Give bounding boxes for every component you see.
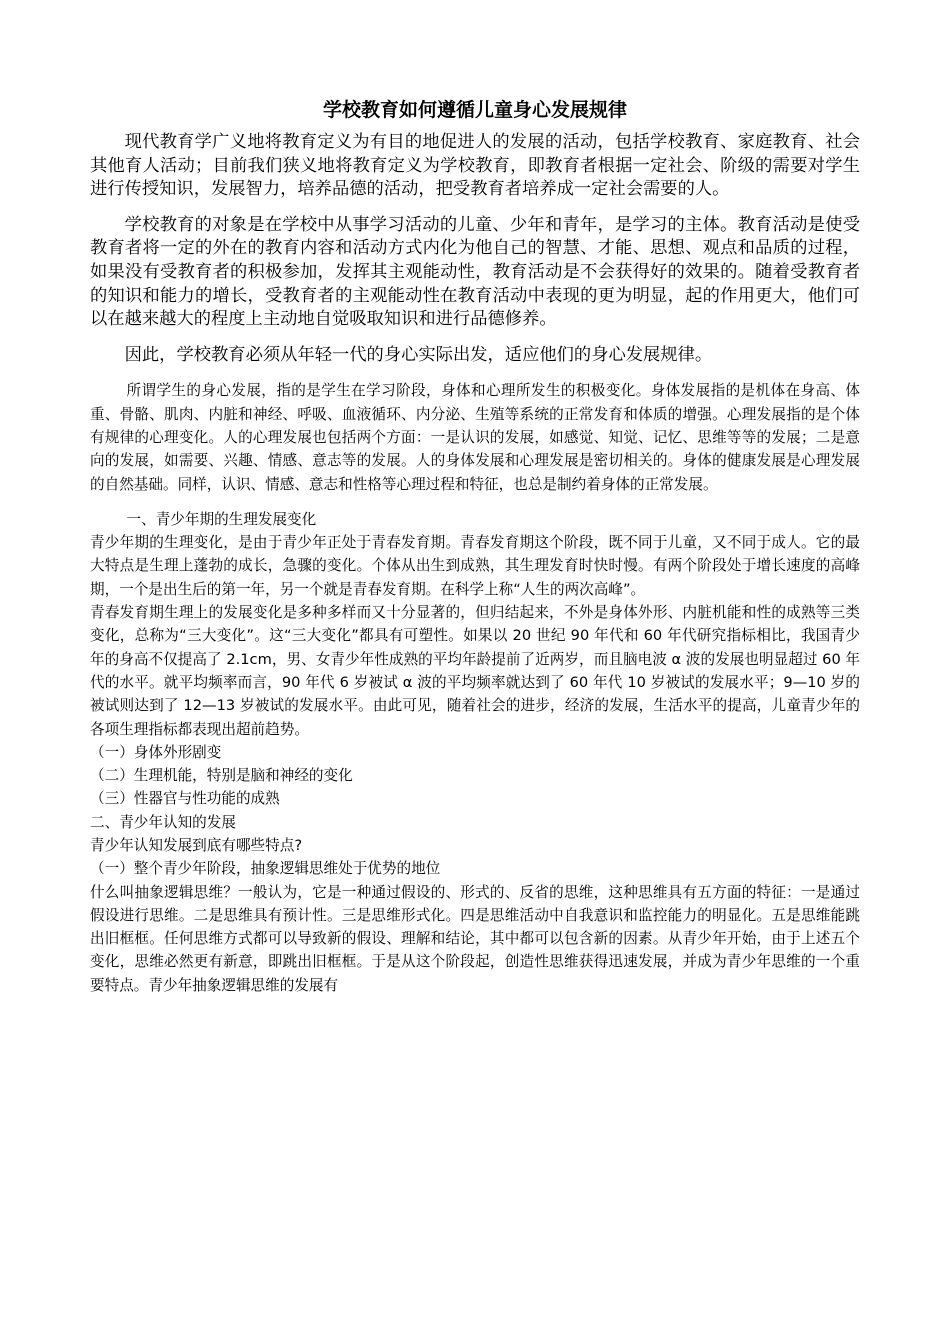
document-page	[90, 95, 860, 997]
subheading-abstract-logic: （一）整个青少年阶段，抽象逻辑思维处于优势的地位	[90, 860, 441, 878]
paragraph-conclusion: 因此，学校教育必须从年轻一代的身心实际出发，适应他们的身心发展规律。	[124, 344, 713, 365]
paragraph-education-definition: 现代教育学广义地将教育定义为有目的地促进人的发展的活动，包括学校教育、家庭教育、社会其他育人活动；目前我们狭义地将教育定义为学校教育，即教育者根据一定社会、阶级的需要对学生进行传授知识，发展智力，培养品德的活动，把受教育者培养成一定社会需要的人。	[90, 132, 860, 200]
question-cognition-features: 青少年认知发展到底有哪些特点?	[90, 836, 303, 854]
subheading-brain-nerves: （二）生理机能，特别是脑和神经的变化	[90, 767, 353, 785]
paragraph-puberty: 青少年期的生理变化，是由于青少年正处于青春发育期。青春发育期这个阶段，既不同于儿童，又不同于成人。它的最大特点是生理上蓬勃的成长，急骤的变化。个体从出生到成熟，其生理发育时快时慢。有两个阶段处于增长速度的高峰期，一个是出生后的第一年，另一个就是青春发育期。在科学上称“人生的两次高峰”。	[90, 534, 860, 598]
paragraph-development-definition: 所谓学生的身心发展，指的是学生在学习阶段，身体和心理所发生的积极变化。身体发展指的是机体在身高、体重、骨骼、肌肉、内脏和神经、呼吸、血液循环、内分泌、生殖等系统的正常发育和体质的增强。心理发展指的是个体有规律的心理变化。人的心理发展也包括两个方面：一是认识的发展，如感觉、知觉、记忆、思维等等的发展；二是意向的发展，如需要、兴趣、情感、意志等的发展。人的身体发展和心理发展是密切相关的。身体的健康发展是心理发展的自然基础。同样，认识、情感、意志和性格等心理过程和特征，也总是制约着身体的正常发展。	[90, 382, 860, 493]
subheading-sexual-maturation: （三）性器官与性功能的成熟	[90, 790, 280, 808]
section-heading-cognition: 二、青少年认知的发展	[90, 813, 236, 831]
paragraph-abstract-thinking: 什么叫抽象逻辑思维？一般认为，它是一种通过假设的、形式的、反省的思维，这种思维具有五方面的特征：一是通过假设进行思维。二是思维具有预计性。三是思维形式化。四是思维活动中自我意识和监控能力的明显化。五是思维能跳出旧框框。任何思维方式都可以导致新的假设、理解和结论，其中都可以包含新的因素。从青少年开始，由于上述五个变化，思维必然更有新意，即跳出旧框框。于是从这个阶段起，创造性思维获得迅速发展，并成为青少年思维的一个重要特点。青少年抽象逻辑思维的发展有	[90, 883, 860, 994]
section-heading-physiology: 一、青少年期的生理发展变化	[126, 510, 317, 528]
paragraph-school-education-object: 学校教育的对象是在学校中从事学习活动的儿童、少年和青年，是学习的主体。教育活动是使受教育者将一定的外在的教育内容和活动方式内化为他自己的智慧、才能、思想、观点和品质的过程，如果没有受教育者的积极参加，发挥其主观能动性，教育活动是不会获得好的效果的。随着受教育者的知识和能力的增长，受教育者的主观能动性在教育活动中表现的更为明显，起的作用更大，他们可以在越来越大的程度上主动地自觉吸取知识和进行品德修养。	[90, 214, 860, 330]
subheading-body-shape: （一）身体外形剧变	[90, 743, 222, 761]
document-title: 学校教育如何遵循儿童身心发展规律	[322, 99, 627, 121]
paragraph-three-changes: 青春发育期生理上的发展变化是多种多样而又十分显著的，但归结起来，不外是身体外形、内脏机能和性的成熟等三类变化，总称为“三大变化”。这“三大变化”都具有可塑性。如果以 20 世纪 90 年代和 60 年代研究指标相比，我国青少年的身高不仅提高了 2.1cm，男、女青少年性成熟的平均年龄提前了近两岁，而且脑电波 α 波的发展也明显超过 60 年代的水平。就平均频率而言，90 年代 6 岁被试 α 波的平均频率就达到了 60 年代 10 岁被试的发展水平；9—10 岁的被试则达到了 12—13 岁被试的发展水平。由此可见，随着社会的进步，经济的发展，生活水平的提高，儿童青少年的各项生理指标都表现出超前趋势。	[90, 604, 860, 738]
